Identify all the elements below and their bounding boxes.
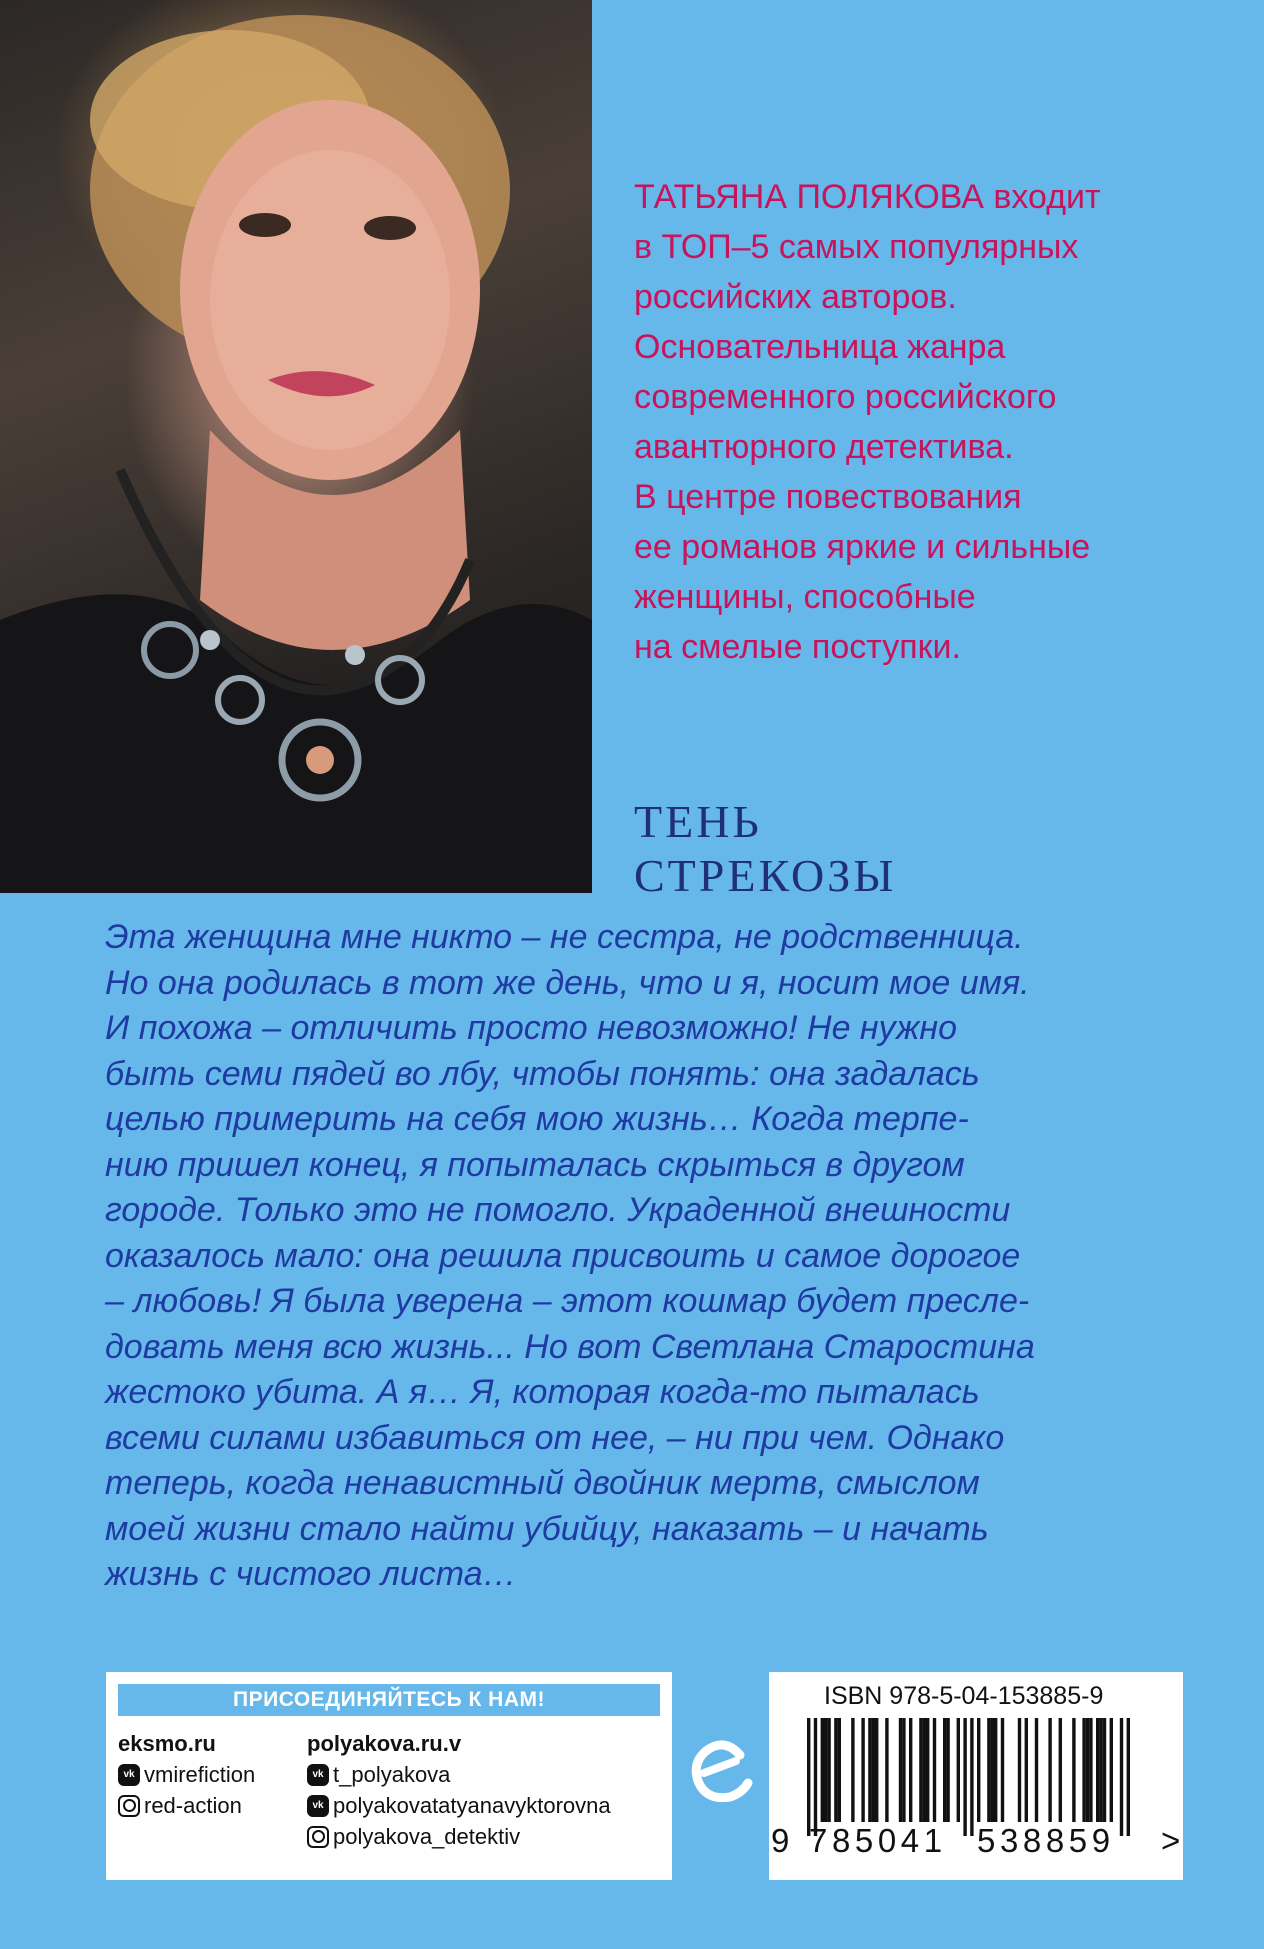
barcode-bar	[807, 1718, 810, 1836]
ean-quiet-mark: >	[1161, 1822, 1181, 1859]
social-link-text: polyakova_detektiv	[333, 1824, 521, 1849]
barcode-bar	[861, 1718, 864, 1822]
annotation-line: моей жизни стало найти убийцу, наказать – и начать	[105, 1509, 989, 1548]
barcode-bar	[1048, 1718, 1051, 1822]
annotation-line: оказалось мало: она решила присвоить и самое дорогое	[105, 1236, 1021, 1275]
barcode-bar	[1072, 1718, 1075, 1822]
annotation-line: жестоко убита. А я… Я, которая когда-то пыталась	[105, 1373, 980, 1411]
barcode-bar	[963, 1718, 966, 1836]
annotation-line: довать меня всю жизнь... Но вот Светлана Старостина	[105, 1327, 1035, 1366]
barcode-bar	[1018, 1718, 1021, 1822]
barcode-bar	[1086, 1718, 1089, 1822]
barcode-bar	[1035, 1718, 1038, 1822]
ean-digits	[769, 1822, 1183, 1862]
blurb-line: В центре повествования	[634, 478, 1022, 516]
annotation-line: Но она родилась в тот же день, что и я, носит мое имя.	[105, 963, 1030, 1002]
isbn-label: ISBN 978-5-04-153885-9	[824, 1682, 1104, 1710]
barcode-bar	[902, 1718, 905, 1822]
barcode-bar	[923, 1718, 926, 1822]
social-column-publisher	[118, 1728, 293, 1821]
annotation-line: жизнь с чистого листа…	[105, 1555, 517, 1593]
barcode-bar	[872, 1718, 875, 1822]
annotation-line: – любовь! Я была уверена – этот кошмар будет пресле-	[105, 1282, 1030, 1320]
annotation-line: целью примерить на себя мою жизнь… Когда терпе-	[105, 1100, 969, 1138]
barcode-bar	[834, 1718, 837, 1822]
barcode-bar	[933, 1718, 936, 1822]
barcode-bar	[1001, 1718, 1004, 1822]
blurb-line: ее романов яркие и сильные	[634, 528, 1091, 566]
barcode-bar	[885, 1718, 888, 1822]
ean-first-digit: 9	[771, 1822, 790, 1859]
barcode-bar	[1082, 1718, 1085, 1822]
book-annotation	[105, 915, 1185, 1598]
barcode-icon	[791, 1718, 1163, 1836]
barcode-bar	[987, 1718, 990, 1822]
barcode-bar	[821, 1718, 824, 1822]
ean-right-group: 538859	[977, 1822, 1115, 1859]
social-column-author	[307, 1728, 667, 1852]
blurb-line: авантюрного детектива.	[634, 428, 1014, 466]
eksmo-logo-icon	[690, 1733, 754, 1809]
instagram-icon	[118, 1795, 140, 1817]
book-title	[634, 795, 896, 903]
vk-icon: vk	[118, 1764, 140, 1786]
blurb-line: в ТОП–5 самых популярных	[634, 228, 1079, 266]
barcode-bar	[1110, 1718, 1113, 1822]
social-header: ПРИСОЕДИНЯЙТЕСЬ К НАМ!	[118, 1684, 660, 1716]
barcode-bar	[1096, 1718, 1099, 1822]
barcode-bar	[977, 1718, 980, 1822]
instagram-icon	[307, 1826, 329, 1848]
social-link[interactable]	[307, 1790, 667, 1821]
barcode-bar	[827, 1718, 830, 1822]
barcode-bar	[919, 1718, 922, 1822]
annotation-line: быть семи пядей во лбу, чтобы понять: она задалась	[105, 1054, 980, 1093]
barcode-bar	[1103, 1718, 1106, 1822]
barcode-bar	[946, 1718, 949, 1822]
blurb-line: современного российского	[634, 378, 1057, 416]
social-links-box	[106, 1672, 672, 1880]
social-link[interactable]	[118, 1759, 293, 1790]
blurb-line: ТАТЬЯНА ПОЛЯКОВА входит	[634, 178, 1101, 216]
blurb-line: женщины, способные	[634, 578, 976, 616]
book-title-line: СТРЕКОЗЫ	[634, 850, 897, 901]
blurb-line: на смелые поступки.	[634, 628, 961, 666]
barcode-bar	[875, 1718, 878, 1822]
book-title-line: ТЕНЬ	[634, 796, 762, 847]
social-link[interactable]	[118, 1790, 293, 1821]
barcode-bar	[970, 1718, 973, 1836]
annotation-line: всеми силами избавиться от нее, – ни при чем. Однако	[105, 1418, 1005, 1457]
barcode-bar	[824, 1718, 827, 1822]
barcode-bar	[991, 1718, 994, 1822]
social-link-text: polyakovatatyanavyktorovna	[333, 1793, 611, 1818]
social-link[interactable]	[307, 1821, 667, 1852]
author-blurb	[634, 172, 1234, 672]
barcode-bar	[868, 1718, 871, 1822]
vk-icon: vk	[307, 1795, 329, 1817]
barcode-bar	[957, 1718, 960, 1822]
social-link[interactable]	[307, 1759, 667, 1790]
barcode-bar	[851, 1718, 854, 1822]
publisher-logo	[690, 1733, 754, 1814]
annotation-line: теперь, когда ненавистный двойник мертв, смыслом	[105, 1464, 980, 1502]
vk-icon: vk	[307, 1764, 329, 1786]
barcode-bar	[943, 1718, 946, 1822]
barcode-bar	[1025, 1718, 1028, 1822]
barcode-bar	[814, 1718, 817, 1836]
portrait-illustration	[0, 0, 592, 893]
social-link-text: t_polyakova	[333, 1762, 451, 1787]
author-photo	[0, 0, 592, 893]
barcode-bar	[926, 1718, 929, 1822]
social-link-text: vmirefiction	[144, 1762, 256, 1787]
barcode-bar	[1099, 1718, 1102, 1822]
annotation-line: И похожа – отличить просто невозможно! Не нужно	[105, 1009, 958, 1047]
annotation-line: нию пришел конец, я попыталась скрыться в другом	[105, 1145, 965, 1184]
social-link-text: red-action	[144, 1793, 242, 1818]
annotation-line: Эта женщина мне никто – не сестра, не родственница.	[105, 918, 1024, 956]
ean-left-group: 785041	[809, 1822, 947, 1859]
barcode-bar	[1089, 1718, 1092, 1822]
author-site-link[interactable]: polyakova.ru.v	[307, 1731, 462, 1756]
barcode-bar	[899, 1718, 902, 1822]
annotation-line: городе. Только это не помогло. Украденной внешности	[105, 1191, 1011, 1229]
isbn-barcode-box	[769, 1672, 1183, 1880]
publisher-site-link[interactable]: eksmo.ru	[118, 1731, 216, 1756]
barcode-bar	[838, 1718, 841, 1822]
barcode-bar	[1120, 1718, 1123, 1836]
barcode-bar	[1127, 1718, 1130, 1836]
barcode-bar	[909, 1718, 912, 1822]
blurb-line: российских авторов.	[634, 278, 957, 316]
blurb-line: Основательница жанра	[634, 328, 1006, 366]
barcode-bar	[994, 1718, 997, 1822]
barcode-bar	[1059, 1718, 1062, 1822]
